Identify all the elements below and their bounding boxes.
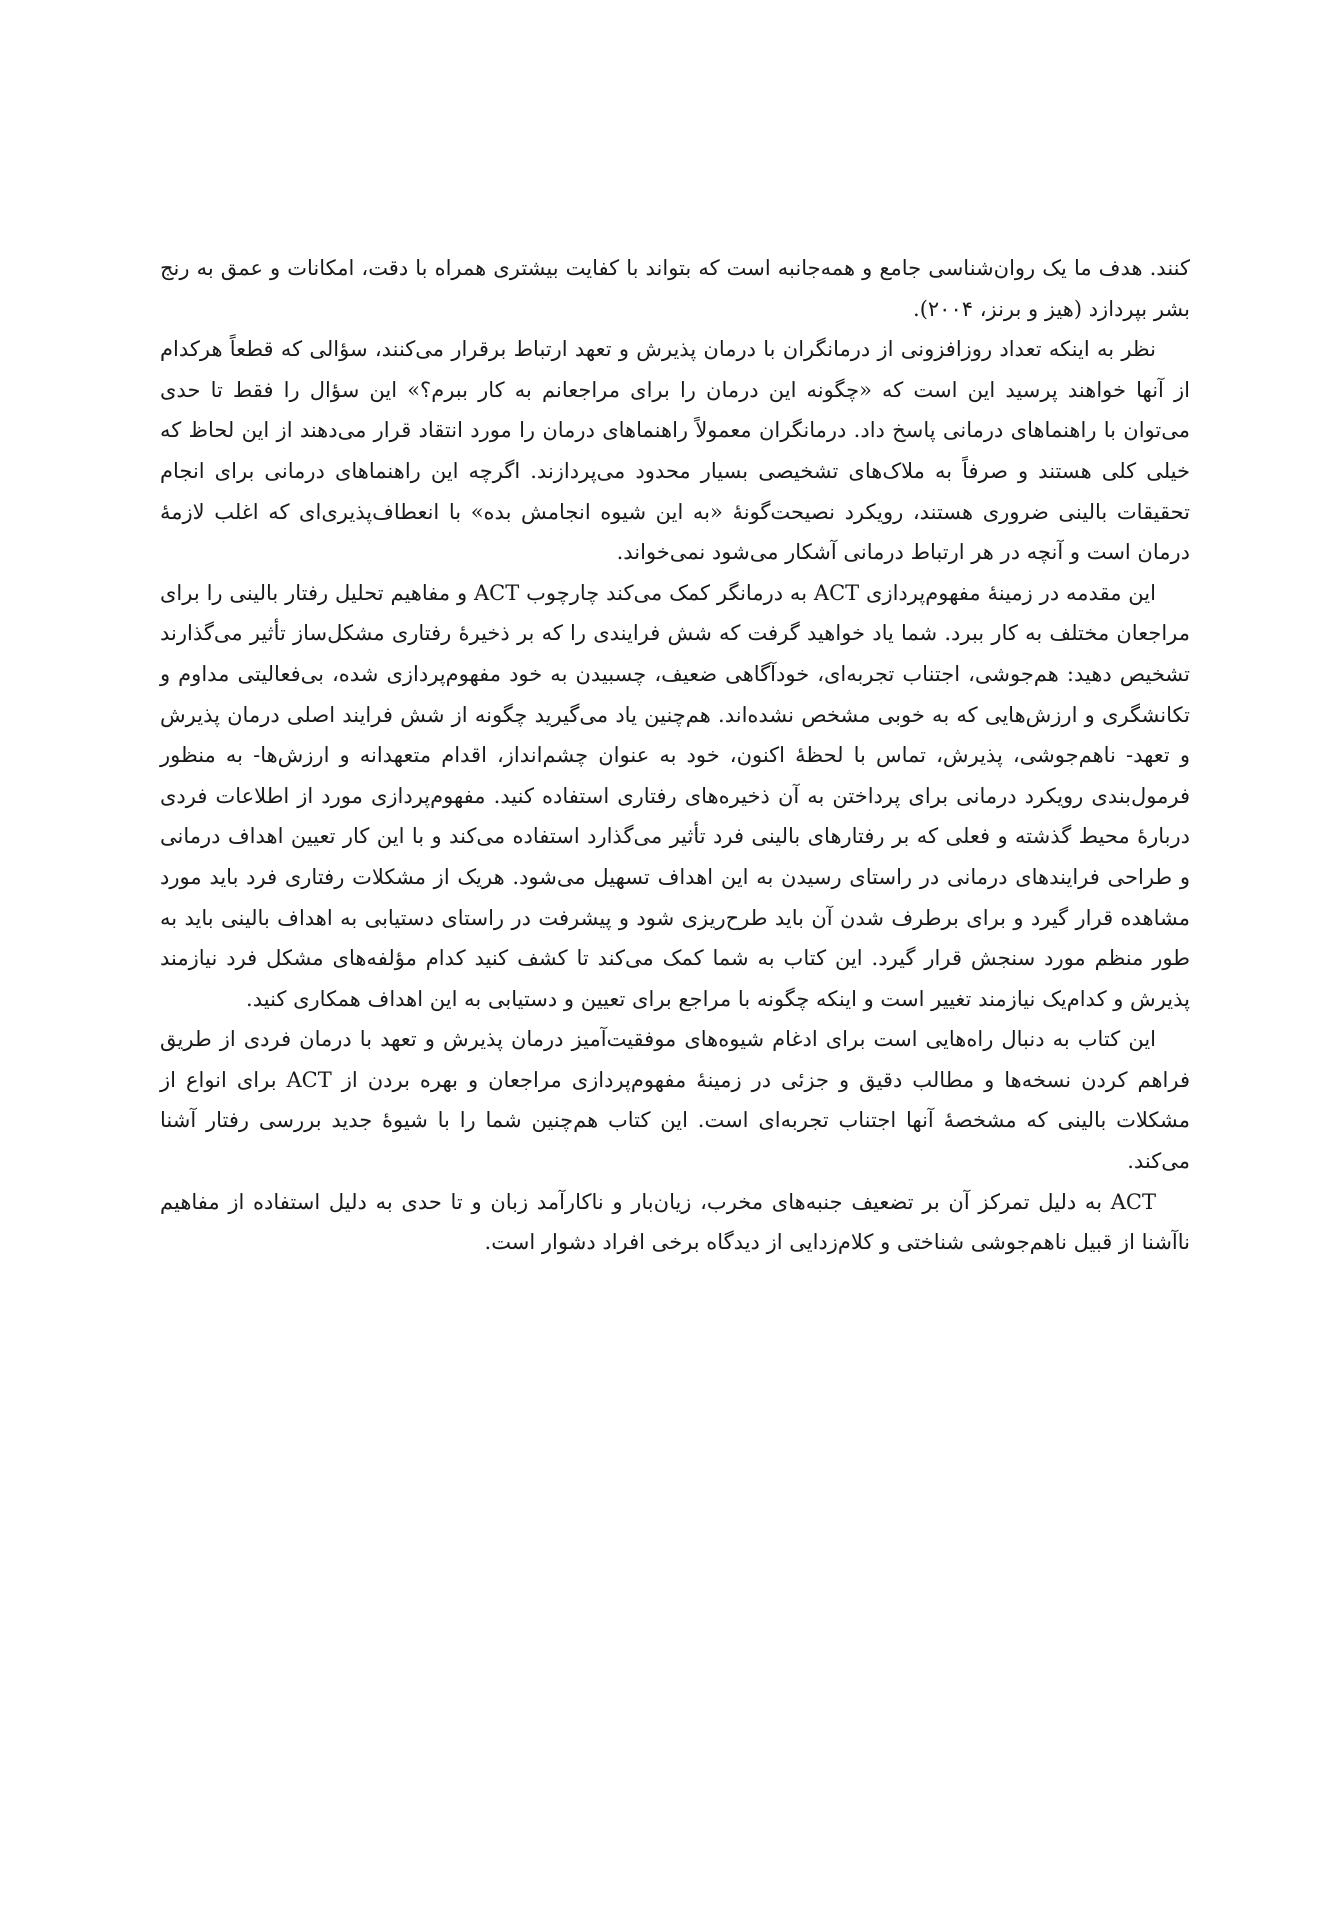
paragraph-5: ACT به دلیل تمرکز آن بر تضعیف جنبه‌های مخرب، زیان‌بار و ناکارآمد زبان و تا حدی به دلیل استفاده از مفاهیم ناآشنا از قبیل ناهم‌جوشی شناختی و کلام‌زدایی از دیدگاه برخی افراد دشوار است. — [160, 1189, 1190, 1255]
paragraph-3: این مقدمه در زمینهٔ مفهوم‌پردازی ACT به درمانگر کمک می‌کند چارچوب ACT و مفاهیم تحلیل رفتار بالینی را برای مراجعان مختلف به کار ببرد. شما یاد خواهید گرفت که شش فرایندی را که بر ذخیرهٔ رفتاری مشکل‌ساز تأثیر می‌گذارند تشخیص دهید: هم‌جوشی، اجتناب تجربه‌ای، خودآگاهی ضعیف، چسبیدن به خود مفهوم‌پردازی شده، بی‌فعالیتی مداوم و تکانشگری و ارزش‌هایی که به خوبی مشخص نشده‌اند. هم‌چنین یاد می‌گیرید چگونه از شش فرایند اصلی درمان پذیرش و تعهد- ناهم‌جوشی، پذیرش، تماس با لحظهٔ اکنون، خود به عنوان چشم‌انداز، اقدام متعهدانه و ارزش‌ها- به منظور فرمول‌بندی رویکرد درمانی برای پرداختن به آن ذخیره‌های رفتاری استفاده کنید. مفهوم‌پردازی مورد از اطلاعات فردی دربارهٔ محیط گذشته و فعلی که بر رفتارهای بالینی فرد تأثیر می‌گذارد استفاده می‌کند و با این کار تعیین اهداف درمانی و طراحی فرایندهای درمانی در راستای رسیدن به این اهداف تسهیل می‌شود. هریک از مشکلات رفتاری فرد باید مورد مشاهده قرار گیرد و برای برطرف شدن آن باید طرح‌ریزی شود و پیشرفت در راستای دستیابی به اهداف بالینی باید به طور منظم مورد سنجش قرار گیرد. این کتاب به شما کمک می‌کند تا کشف کنید کدام مؤلفه‌های مشکل فرد نیازمند پذیرش و کدام‌یک نیازمند تغییر است و اینکه چگونه با مراجع برای تعیین و دستیابی به این اهداف همکاری کنید. — [160, 580, 1190, 1011]
paragraph-1: کنند. هدف ما یک روان‌شناسی جامع و همه‌جانبه است که بتواند با کفایت بیشتری همراه با دقت، امکانات و عمق به رنج بشر بپردازد (هیز و برنز، ۲۰۰۴). — [160, 256, 1190, 321]
paragraph-2: نظر به اینکه تعداد روزافزونی از درمانگران با درمان پذیرش و تعهد ارتباط برقرار می‌کنند، سؤالی که قطعاً هرکدام از آنها خواهند پرسید این است که «چگونه این درمان را برای مراجعانم به کار ببرم؟» این سؤال را فقط تا حدی می‌توان با راهنماهای درمانی پاسخ داد. درمانگران معمولاً راهنماهای درمان را مورد انتقاد قرار می‌دهند از این لحاظ که خیلی کلی هستند و صرفاً به ملاک‌های تشخیصی بسیار محدود می‌پردازند. اگرچه این راهنماهای درمانی برای انجام تحقیقات بالینی ضروری هستند، رویکرد نصیحت‌گونهٔ «به این شیوه انجامش بده» با انعطاف‌پذیری‌ای که اغلب لازمهٔ درمان است و آنچه در هر ارتباط درمانی آشکار می‌شود نمی‌خواند. — [160, 337, 1190, 565]
paragraph-4: این کتاب به دنبال راه‌هایی است برای ادغام شیوه‌های موفقیت‌آمیز درمان پذیرش و تعهد با درمان فردی از طریق فراهم کردن نسخه‌ها و مطالب دقیق و جزئی در زمینهٔ مفهوم‌پردازی مراجعان و بهره بردن از ACT برای انواع از مشکلات بالینی که مشخصهٔ آنها اجتناب تجربه‌ای است. این کتاب هم‌چنین شما را با شیوهٔ جدید بررسی رفتار آشنا می‌کند. — [160, 1027, 1190, 1174]
body-text — [160, 248, 1190, 1263]
